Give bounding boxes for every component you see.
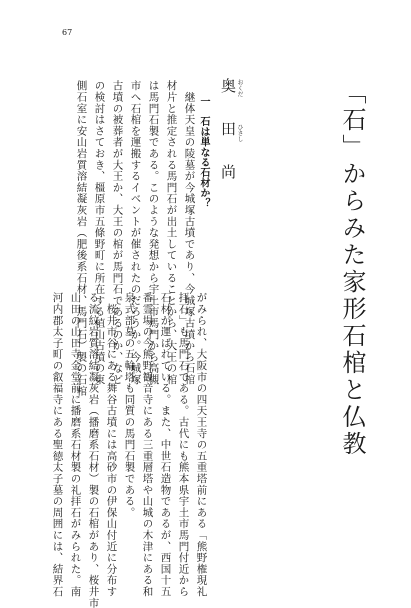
- upper-line-7: 側石室に安山岩質溶結凝灰岩（肥後系石材、馬門石）製の石棺: [75, 80, 88, 397]
- author-ruby-family: おくだ: [236, 79, 243, 97]
- upper-line-4: 市へ石棺を運搬するイベントが催されたのだろうか。今城塚: [129, 80, 142, 386]
- article-title: 「石」からみた家形石棺と仏教: [338, 80, 366, 458]
- author-family-name: 奥田: [219, 78, 237, 164]
- upper-line-2: 材片と推定される馬門石が出土していることから、大王の棺: [165, 80, 178, 386]
- lower-line-4: 番霊場の今熊野観音寺にある三重層塔や山城の木津にある和: [141, 292, 154, 598]
- lower-line-6: 桜井市谷にある舞谷古墳には高砂市の伊保山付近に分布す: [105, 292, 118, 598]
- section-heading: 一 石は単なる石材か？: [198, 96, 209, 209]
- upper-line-5: 古墳の被葬者が大王か、大王の棺が馬門石であるのか、など: [111, 80, 124, 386]
- page-number: 67: [62, 28, 73, 37]
- author-given-name: 尚: [219, 164, 237, 180]
- author-name: [220, 78, 235, 180]
- lower-line-5: 泉式部墓の五輪塔も同質の馬門石製である。: [123, 292, 136, 518]
- upper-line-6: の検討はさておき、橿原市五條野町に所在する植山古墳の東: [93, 80, 106, 386]
- upper-line-3: は馬門石製である。このような発想から宇土市馬門から高槻: [147, 80, 160, 386]
- lower-line-1: がみられ、大阪市の四天王寺の五重塔前にある「熊野権現礼: [195, 292, 208, 598]
- author-ruby-given: ひさし: [236, 124, 243, 142]
- lower-line-3: 石材が運ばれている。また、中世石造物であるが、西国十五: [159, 292, 172, 598]
- lower-line-9: 河内郡太子町の叡福寺にある聖徳太子墓の周囲には、結界石: [51, 292, 64, 598]
- lower-line-2: 拝石」も馬門石である。古代にも熊本県宇土市馬門付近から: [177, 292, 190, 598]
- lower-line-8: 山田の山田寺金堂前に播磨系石材製の礼拝石がみられた。南: [69, 292, 82, 598]
- upper-line-1: 継体天皇の陵墓が今城塚古墳であり、今城塚古墳から石棺: [183, 80, 196, 386]
- lower-line-7: る流紋岩質溶結凝灰岩（播磨系石材）製の石棺があり、桜井市: [87, 292, 100, 608]
